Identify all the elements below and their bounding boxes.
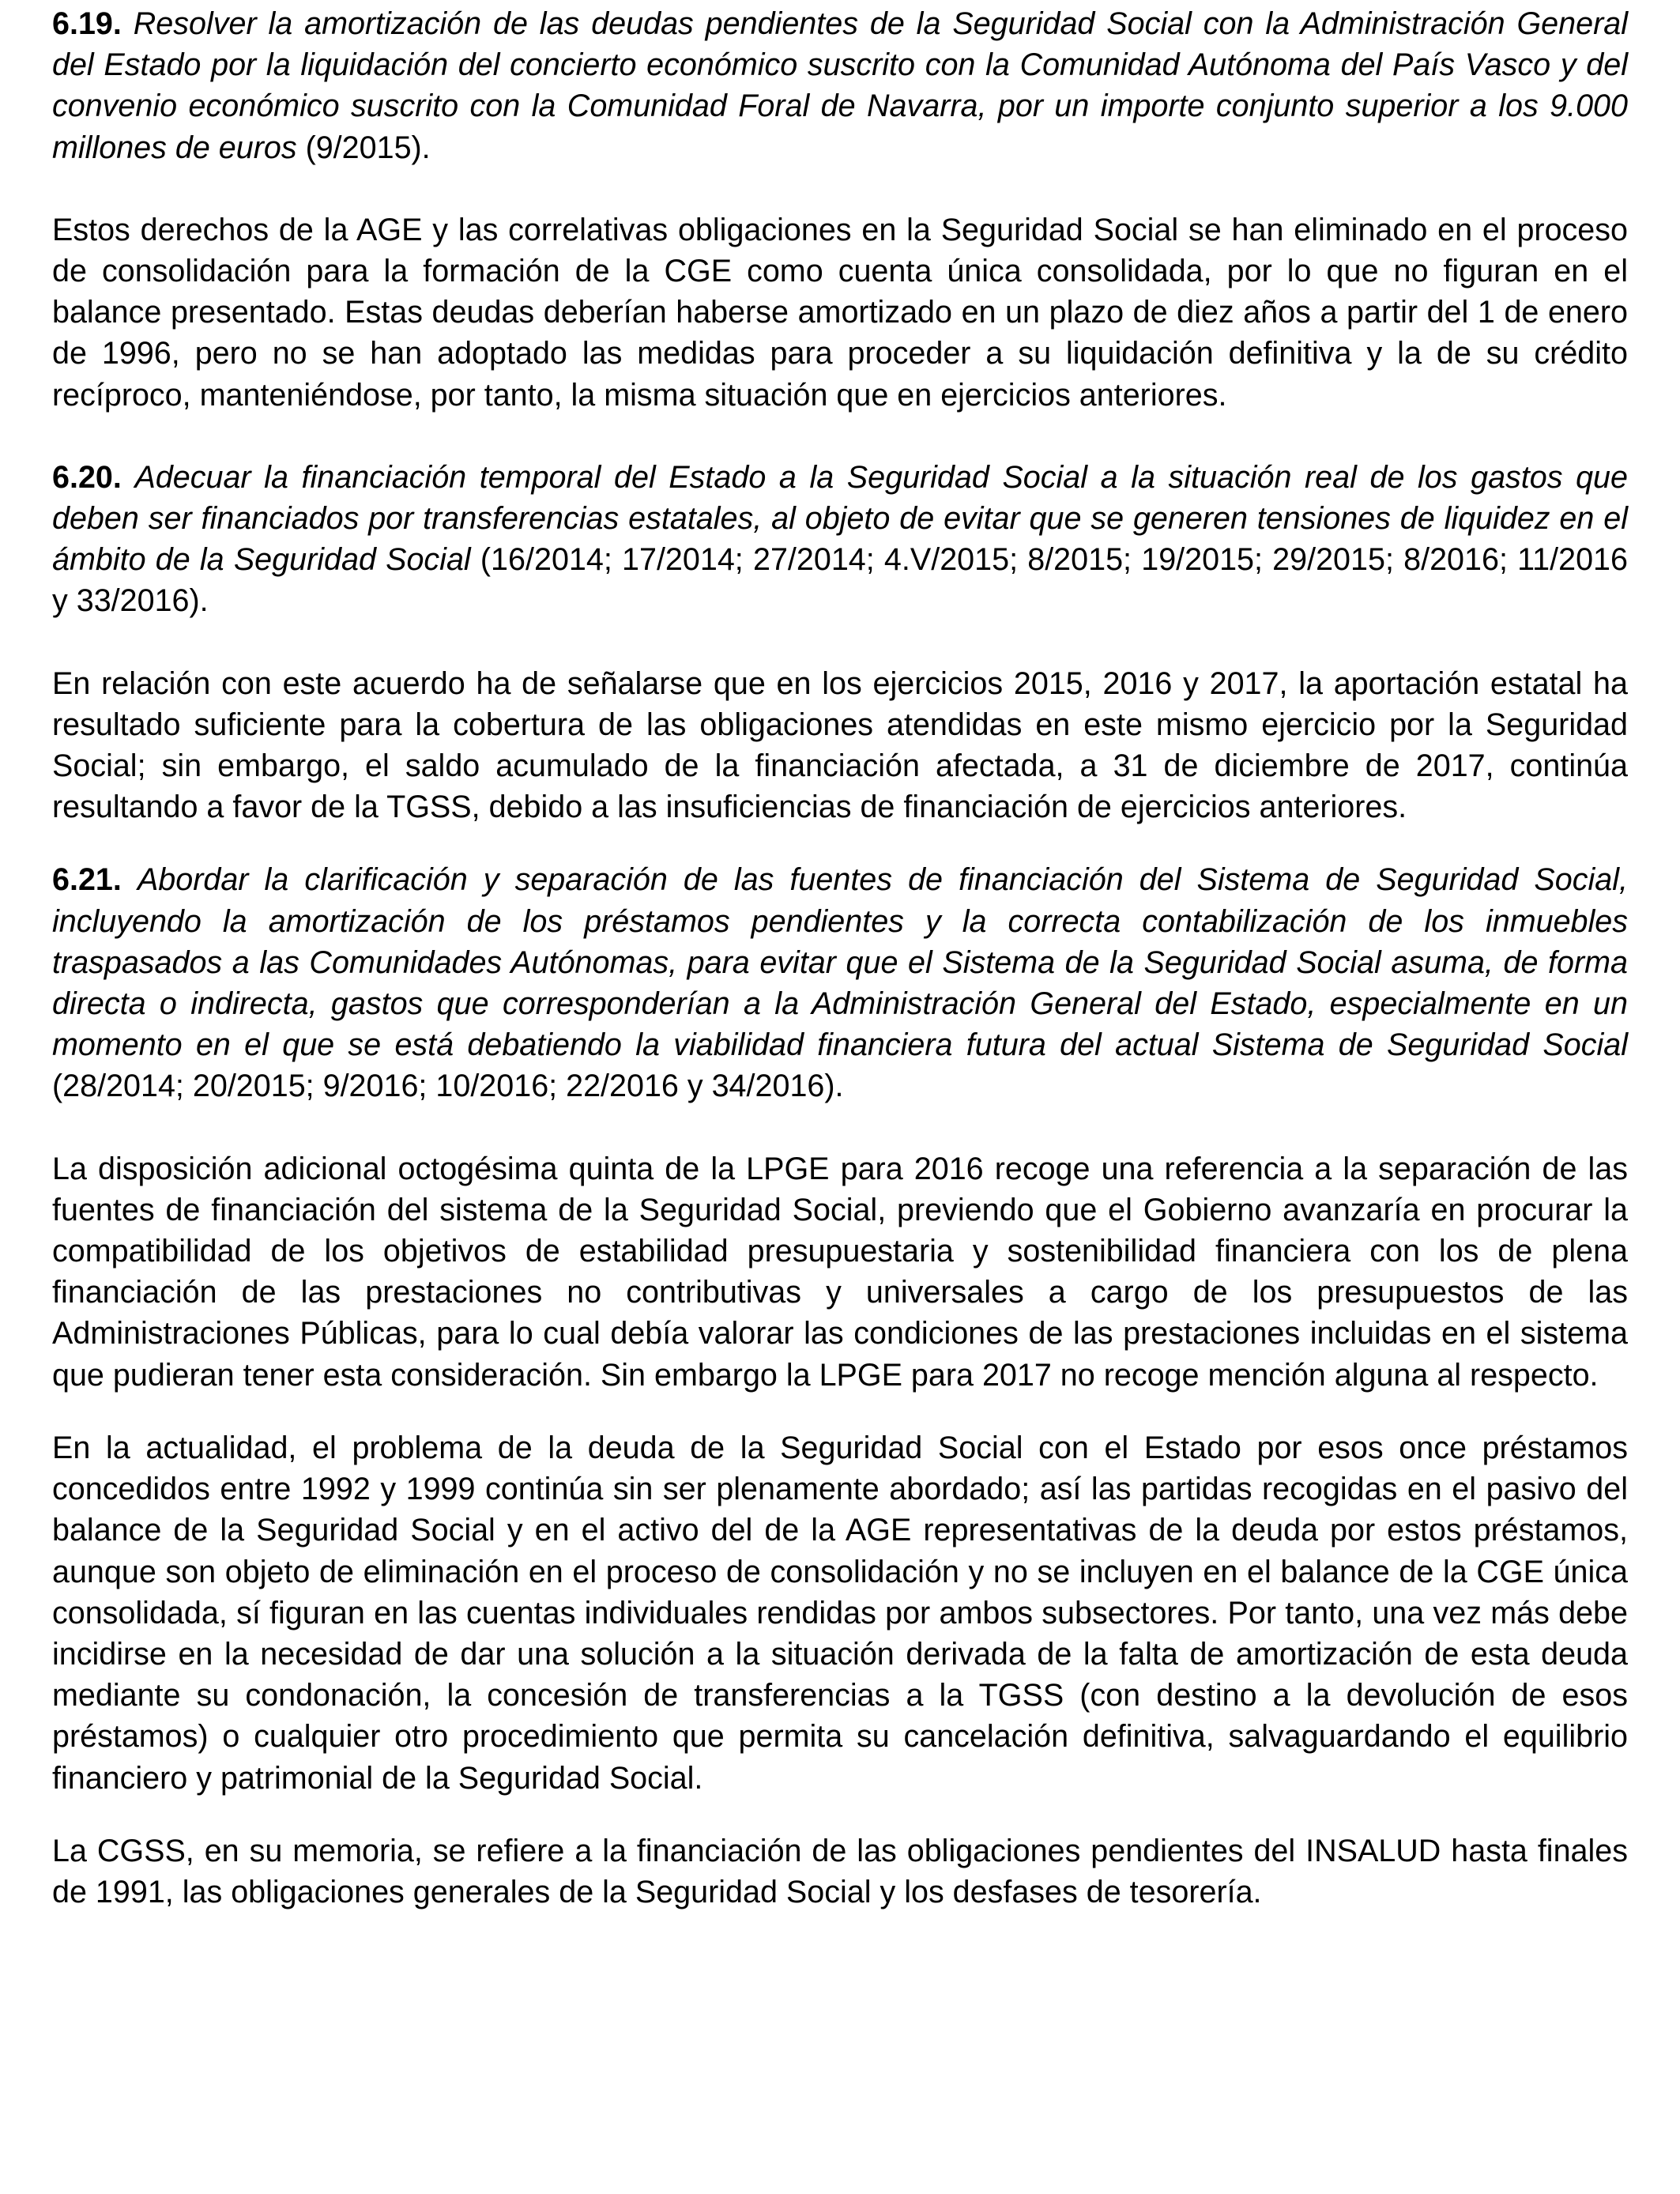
body-paragraph: En relación con este acuerdo ha de señalarse que en los ejercicios 2015, 2016 y 2017, la aportación estatal ha resultado suficiente para la cobertura de las obligaciones atendidas en este mismo ejercicio por la Seguridad Social; sin embargo, el saldo acumulado de la financiación afectada, a 31 de diciembre de 2017, continúa resultando a favor de la TGSS, debido a las insuficiencias de financiación de ejercicios anteriores. xyxy=(52,665,1628,825)
body-paragraph: La disposición adicional octogésima quinta de la LPGE para 2016 recoge una referencia a la separación de las fuentes de financiación del sistema de la Seguridad Social, previendo que el Gobierno avanzaría en procurar la compatibilidad de los objetivos de estabilidad presupuestaria y sostenibilidad financiera con los de plena financiación de las prestaciones no contributivas y universales a cargo de los presupuestos de las Administraciones Públicas, para lo cual debía valorar las condiciones de las prestaciones incluidas en el sistema que pudieran tener esta consideración. Sin embargo la LPGE para 2017 no recoge mención alguna al respecto. xyxy=(52,1151,1628,1393)
recommendation-text: Abordar la clarificación y separación de las fuentes de financiación del Sistema de Seguridad Social, incluyendo la amortización de los préstamos pendientes y la correcta contabilización de los inmuebles traspasados a las Comunidades Autónomas, para evitar que el Sistema de la Seguridad Social asuma, de forma directa o indirecta, gastos que corresponderían a la Administración General del Estado, especialmente en un momento en el que se está debatiendo la viabilidad financiera futura del actual Sistema de Seguridad Social xyxy=(52,862,1628,1063)
recommendation-text: Adecuar la financiación temporal del Estado a la Seguridad Social a la situación real de los gastos que deben ser financiados por transferencias estatales, al objeto de evitar que se generen tensiones de liquidez en el ámbito de la Seguridad Social xyxy=(52,459,1628,578)
recommendation-number: 6.20. xyxy=(52,459,122,495)
recommendation-references: (9/2015). xyxy=(305,130,431,165)
recommendation-references: (28/2014; 20/2015; 9/2016; 10/2016; 22/2016 y 34/2016). xyxy=(52,1069,844,1104)
body-paragraph: Estos derechos de la AGE y las correlativas obligaciones en la Seguridad Social se han eliminado en el proceso de consolidación para la formación de la CGE como cuenta única consolidada, por lo que no figuran en el balance presentado. Estas deudas deberían haberse amortizado en un plazo de diez años a partir del 1 de enero de 1996, pero no se han adoptado las medidas para proceder a su liquidación definitiva y la de su crédito recíproco, manteniéndose, por tanto, la misma situación que en ejercicios anteriores. xyxy=(52,212,1628,413)
recommendation-6-20 xyxy=(52,457,1628,622)
recommendation-6-21 xyxy=(52,859,1628,1106)
body-paragraph: La CGSS, en su memoria, se refiere a la financiación de las obligaciones pendientes del INSALUD hasta finales de 1991, las obligaciones generales de la Seguridad Social y los desfases de tesorería. xyxy=(52,1833,1628,1909)
body-paragraph: En la actualidad, el problema de la deuda de la Seguridad Social con el Estado por esos once préstamos concedidos entre 1992 y 1999 continúa sin ser plenamente abordado; así las partidas recogidas en el pasivo del balance de la Seguridad Social y en el activo del de la AGE representativas de la deuda por estos préstamos, aunque son objeto de eliminación en el proceso de consolidación y no se incluyen en el balance de la CGE única consolidada, sí figuran en las cuentas individuales rendidas por ambos subsectores. Por tanto, una vez más debe incidirse en la necesidad de dar una solución a la situación derivada de la falta de amortización de esta deuda mediante su condonación, la concesión de transferencias a la TGSS (con destino a la devolución de esos préstamos) o cualquier otro procedimiento que permita su cancelación definitiva, salvaguardando el equilibrio financiero y patrimonial de la Seguridad Social. xyxy=(52,1430,1628,1796)
recommendation-6-19 xyxy=(52,3,1628,168)
recommendation-text: Resolver la amortización de las deudas pendientes de la Seguridad Social con la Administración General del Estado por la liquidación del concierto económico suscrito con la Comunidad Autónoma del País Vasco y del convenio económico suscrito con la Comunidad Foral de Navarra, por un importe conjunto superior a los 9.000 millones de euros xyxy=(52,6,1628,165)
recommendation-number: 6.19. xyxy=(52,6,122,41)
document-page xyxy=(52,0,1628,1913)
recommendation-references: (16/2014; 17/2014; 27/2014; 4.V/2015; 8/2015; 19/2015; 29/2015; 8/2016; 11/2016 y 33/2016). xyxy=(52,542,1628,619)
recommendation-number: 6.21. xyxy=(52,862,122,898)
